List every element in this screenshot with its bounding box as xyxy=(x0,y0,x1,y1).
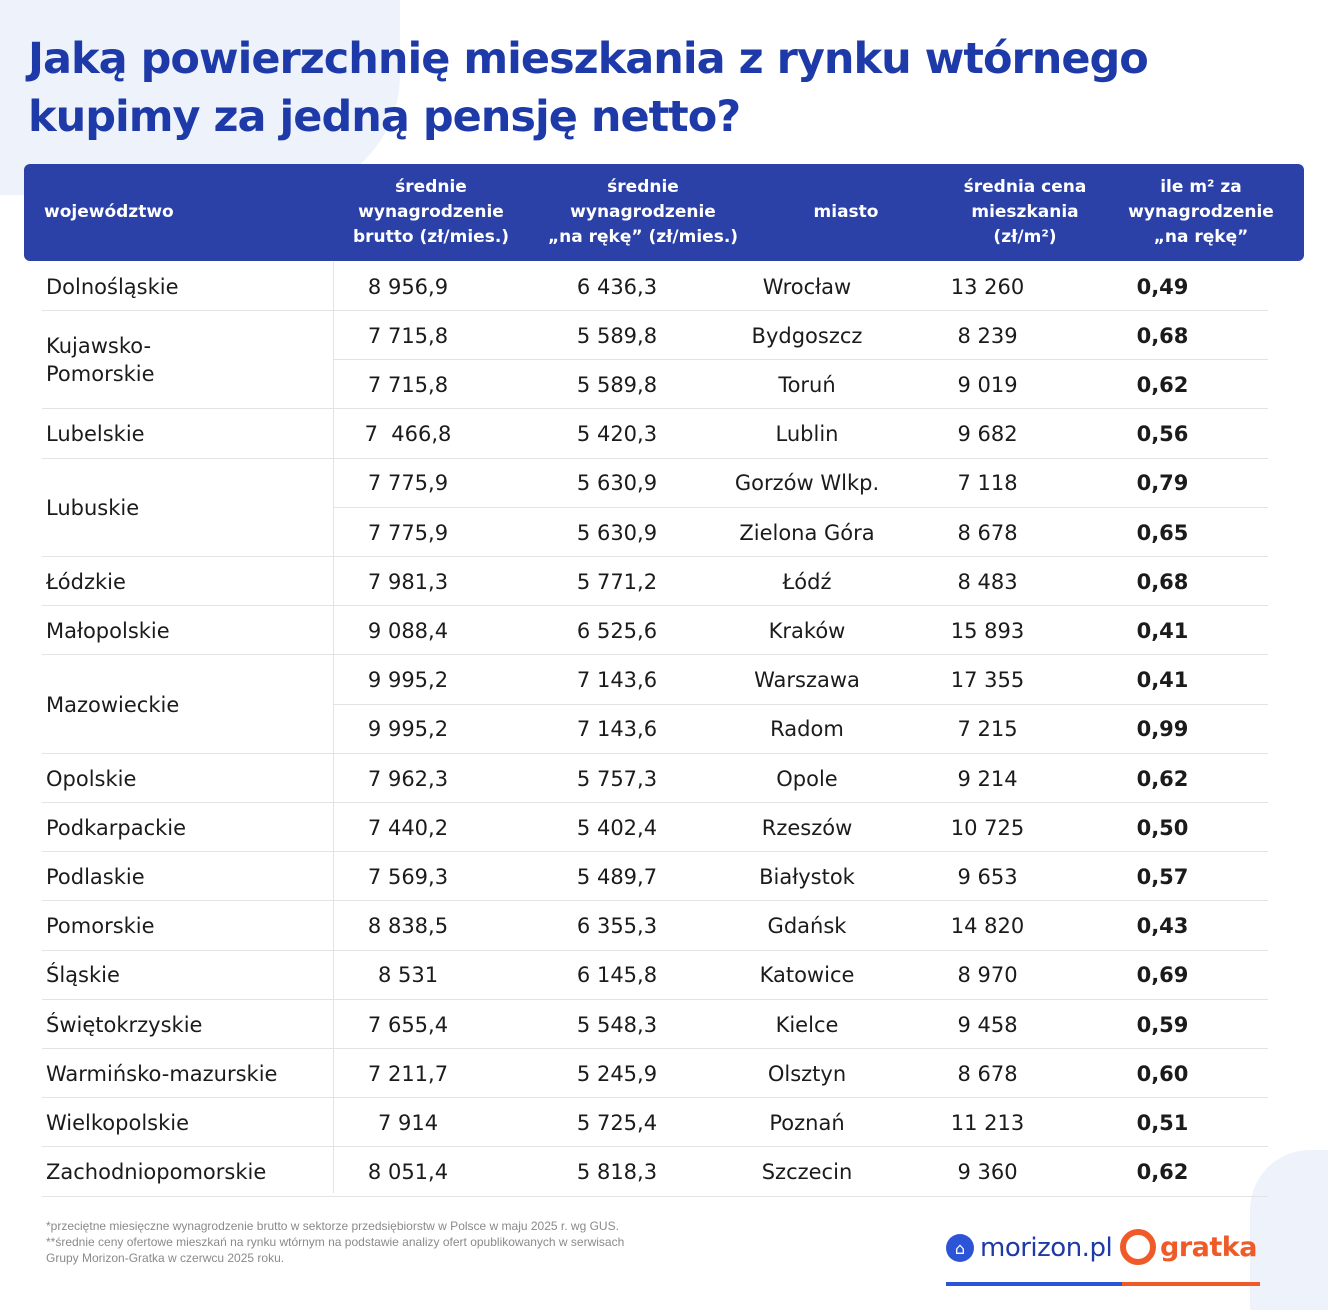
cell-gross-salary: 7 775,9 xyxy=(367,471,449,496)
cell-net-salary: 5 402,4 xyxy=(576,815,658,840)
gratka-logo xyxy=(1120,1226,1257,1268)
cell-net-salary: 5 818,3 xyxy=(576,1160,658,1185)
cell-city: Lublin xyxy=(775,422,839,447)
cell-m2: 0,43 xyxy=(1136,914,1189,939)
cell-m2: 0,51 xyxy=(1136,1110,1189,1135)
header-gross-salary: średnie wynagrodzenie brutto (zł/mies.) xyxy=(352,177,510,247)
cell-net-salary: 5 630,9 xyxy=(576,471,658,496)
cell-price: 9 019 xyxy=(957,372,1018,397)
cell-price: 9 458 xyxy=(957,1012,1018,1037)
cell-m2: 0,49 xyxy=(1136,274,1189,299)
cell-gross-salary: 7 655,4 xyxy=(367,1012,449,1037)
cell-city: Zielona Góra xyxy=(739,520,875,545)
page-title: Jaką powierzchnię mieszkania z rynku wtórnego kupimy za jedną pensję netto? xyxy=(28,34,1148,142)
cell-city: Poznań xyxy=(769,1110,845,1135)
cell-net-salary: 6 145,8 xyxy=(576,963,658,988)
cell-city: Szczecin xyxy=(761,1160,853,1185)
cell-city: Olsztyn xyxy=(767,1061,847,1086)
cell-net-salary: 5 771,2 xyxy=(576,569,658,594)
cell-m2: 0,57 xyxy=(1136,864,1189,889)
cell-region: Wielkopolskie xyxy=(46,1110,190,1135)
cell-price: 9 682 xyxy=(957,422,1018,447)
cell-m2: 0,60 xyxy=(1136,1061,1189,1086)
cell-net-salary: 5 589,8 xyxy=(576,372,658,397)
cell-region: Małopolskie xyxy=(46,618,170,643)
cell-price: 14 820 xyxy=(950,914,1025,939)
cell-city: Radom xyxy=(770,717,844,742)
cell-city: Wrocław xyxy=(762,274,852,299)
table-row xyxy=(334,459,1268,508)
gratka-g-icon xyxy=(1120,1229,1156,1265)
cell-net-salary: 6 355,3 xyxy=(576,914,658,939)
cell-m2: 0,62 xyxy=(1136,1160,1189,1185)
cell-city: Toruń xyxy=(778,372,836,397)
cell-region: Podlaskie xyxy=(46,864,145,889)
cell-city: Gdańsk xyxy=(767,914,847,939)
header-city: miasto xyxy=(813,202,879,222)
cell-region: Zachodniopomorskie xyxy=(46,1160,267,1185)
cell-gross-salary: 7 715,8 xyxy=(367,323,449,348)
cell-m2: 0,68 xyxy=(1136,323,1189,348)
cell-m2: 0,56 xyxy=(1136,422,1189,447)
cell-net-salary: 5 245,9 xyxy=(576,1061,658,1086)
cell-m2: 0,79 xyxy=(1136,471,1189,496)
cell-gross-salary: 8 956,9 xyxy=(367,274,449,299)
cell-price: 8 678 xyxy=(957,520,1018,545)
cell-price: 10 725 xyxy=(950,815,1025,840)
cell-m2: 0,69 xyxy=(1136,963,1189,988)
morizon-logo-text: morizon.pl xyxy=(980,1233,1113,1263)
cell-region: Śląskie xyxy=(46,963,120,988)
cell-net-salary: 5 420,3 xyxy=(576,422,658,447)
cell-region: Świętokrzyskie xyxy=(46,1012,203,1037)
cell-city: Kraków xyxy=(768,618,846,643)
table-row xyxy=(334,656,1268,705)
cell-city: Gorzów Wlkp. xyxy=(734,471,880,496)
cell-region: Lubuskie xyxy=(46,495,140,520)
header-region: województwo xyxy=(44,202,174,222)
cell-price: 11 213 xyxy=(950,1110,1025,1135)
cell-m2: 0,62 xyxy=(1136,766,1189,791)
cell-price: 7 118 xyxy=(957,471,1018,496)
cell-price: 13 260 xyxy=(950,274,1025,299)
cell-city: Kielce xyxy=(775,1012,839,1037)
cell-net-salary: 5 548,3 xyxy=(576,1012,658,1037)
cell-m2: 0,59 xyxy=(1136,1012,1189,1037)
cell-m2: 0,62 xyxy=(1136,372,1189,397)
cell-m2: 0,99 xyxy=(1136,717,1189,742)
cell-net-salary: 5 725,4 xyxy=(576,1110,658,1135)
cell-region: Mazowieckie xyxy=(46,692,180,717)
cell-gross-salary: 9 995,2 xyxy=(367,668,449,693)
column-divider xyxy=(333,262,334,1193)
cell-region: Podkarpackie xyxy=(46,815,187,840)
cell-gross-salary: 8 531 xyxy=(377,963,439,988)
morizon-logo xyxy=(946,1228,1112,1268)
cell-net-salary: 5 589,8 xyxy=(576,323,658,348)
cell-m2: 0,41 xyxy=(1136,668,1189,693)
footnote: *przeciętne miesięczne wynagrodzenie brutto w sektorze przedsiębiorstw w Polsce w maju 2025 r. wg GUS. **średnie ceny ofertowe mieszkań na rynku wtórnym na podstawie analizy ofert opublikowanych w serwisach Grupy Morizon-Gratka w czerwcu 2025 roku. xyxy=(46,1219,625,1265)
cell-gross-salary: 7 914 xyxy=(377,1110,439,1135)
gratka-logo-text: gratka xyxy=(1160,1231,1257,1263)
cell-price: 8 483 xyxy=(957,569,1018,594)
cell-region: Łódzkie xyxy=(46,569,126,594)
cell-city: Opole xyxy=(776,766,838,791)
cell-price: 7 215 xyxy=(957,717,1018,742)
cell-net-salary: 5 757,3 xyxy=(576,766,658,791)
cell-gross-salary: 7 715,8 xyxy=(367,372,449,397)
house-icon: ⌂ xyxy=(946,1234,974,1262)
cell-price: 8 678 xyxy=(957,1061,1018,1086)
cell-gross-salary: 9 088,4 xyxy=(367,618,449,643)
cell-gross-salary: 8 051,4 xyxy=(367,1160,449,1185)
cell-gross-salary: 9 995,2 xyxy=(367,717,449,742)
cell-gross-salary: 7 775,9 xyxy=(367,520,449,545)
logo-underline-orange xyxy=(1122,1282,1260,1286)
cell-city: Łódź xyxy=(782,569,832,594)
cell-price: 9 360 xyxy=(957,1160,1018,1185)
cell-region: Warmińsko-mazurskie xyxy=(46,1061,278,1086)
header-price: średnia cena mieszkania (zł/m²) xyxy=(963,177,1087,247)
table-row xyxy=(334,311,1268,360)
cell-gross-salary: 7 211,7 xyxy=(367,1061,449,1086)
cell-region: Lubelskie xyxy=(46,422,145,447)
cell-m2: 0,41 xyxy=(1136,618,1189,643)
cell-region: Opolskie xyxy=(46,766,137,791)
cell-m2: 0,68 xyxy=(1136,569,1189,594)
cell-net-salary: 6 525,6 xyxy=(576,618,658,643)
cell-region: Dolnośląskie xyxy=(46,274,179,299)
cell-gross-salary: 7 962,3 xyxy=(367,766,449,791)
cell-price: 9 214 xyxy=(957,766,1018,791)
cell-gross-salary: 7 981,3 xyxy=(367,569,449,594)
cell-net-salary: 7 143,6 xyxy=(576,717,658,742)
cell-price: 8 970 xyxy=(957,963,1018,988)
header-net-salary: średnie wynagrodzenie „na rękę” (zł/mies.) xyxy=(547,177,739,247)
cell-net-salary: 6 436,3 xyxy=(576,274,658,299)
header-m2: ile m² za wynagrodzenie „na rękę” xyxy=(1128,177,1274,247)
cell-region: Kujawsko- Pomorskie xyxy=(46,334,155,387)
cell-city: Rzeszów xyxy=(761,815,853,840)
cell-price: 9 653 xyxy=(957,864,1018,889)
cell-m2: 0,50 xyxy=(1136,815,1189,840)
cell-city: Warszawa xyxy=(754,668,860,693)
cell-gross-salary: 7 440,2 xyxy=(367,815,449,840)
cell-net-salary: 5 489,7 xyxy=(576,864,658,889)
cell-region: Pomorskie xyxy=(46,914,155,939)
cell-price: 15 893 xyxy=(950,618,1025,643)
logo-underline-blue xyxy=(946,1282,1122,1286)
cell-m2: 0,65 xyxy=(1136,520,1189,545)
table-header xyxy=(24,164,1304,261)
cell-net-salary: 5 630,9 xyxy=(576,520,658,545)
cell-gross-salary: 7 466,8 xyxy=(364,422,452,447)
cell-price: 17 355 xyxy=(950,668,1025,693)
cell-city: Białystok xyxy=(759,864,855,889)
cell-gross-salary: 7 569,3 xyxy=(367,864,449,889)
cell-gross-salary: 8 838,5 xyxy=(367,914,449,939)
cell-city: Bydgoszcz xyxy=(751,323,863,348)
cell-city: Katowice xyxy=(759,963,855,988)
cell-price: 8 239 xyxy=(957,323,1018,348)
cell-net-salary: 7 143,6 xyxy=(576,668,658,693)
